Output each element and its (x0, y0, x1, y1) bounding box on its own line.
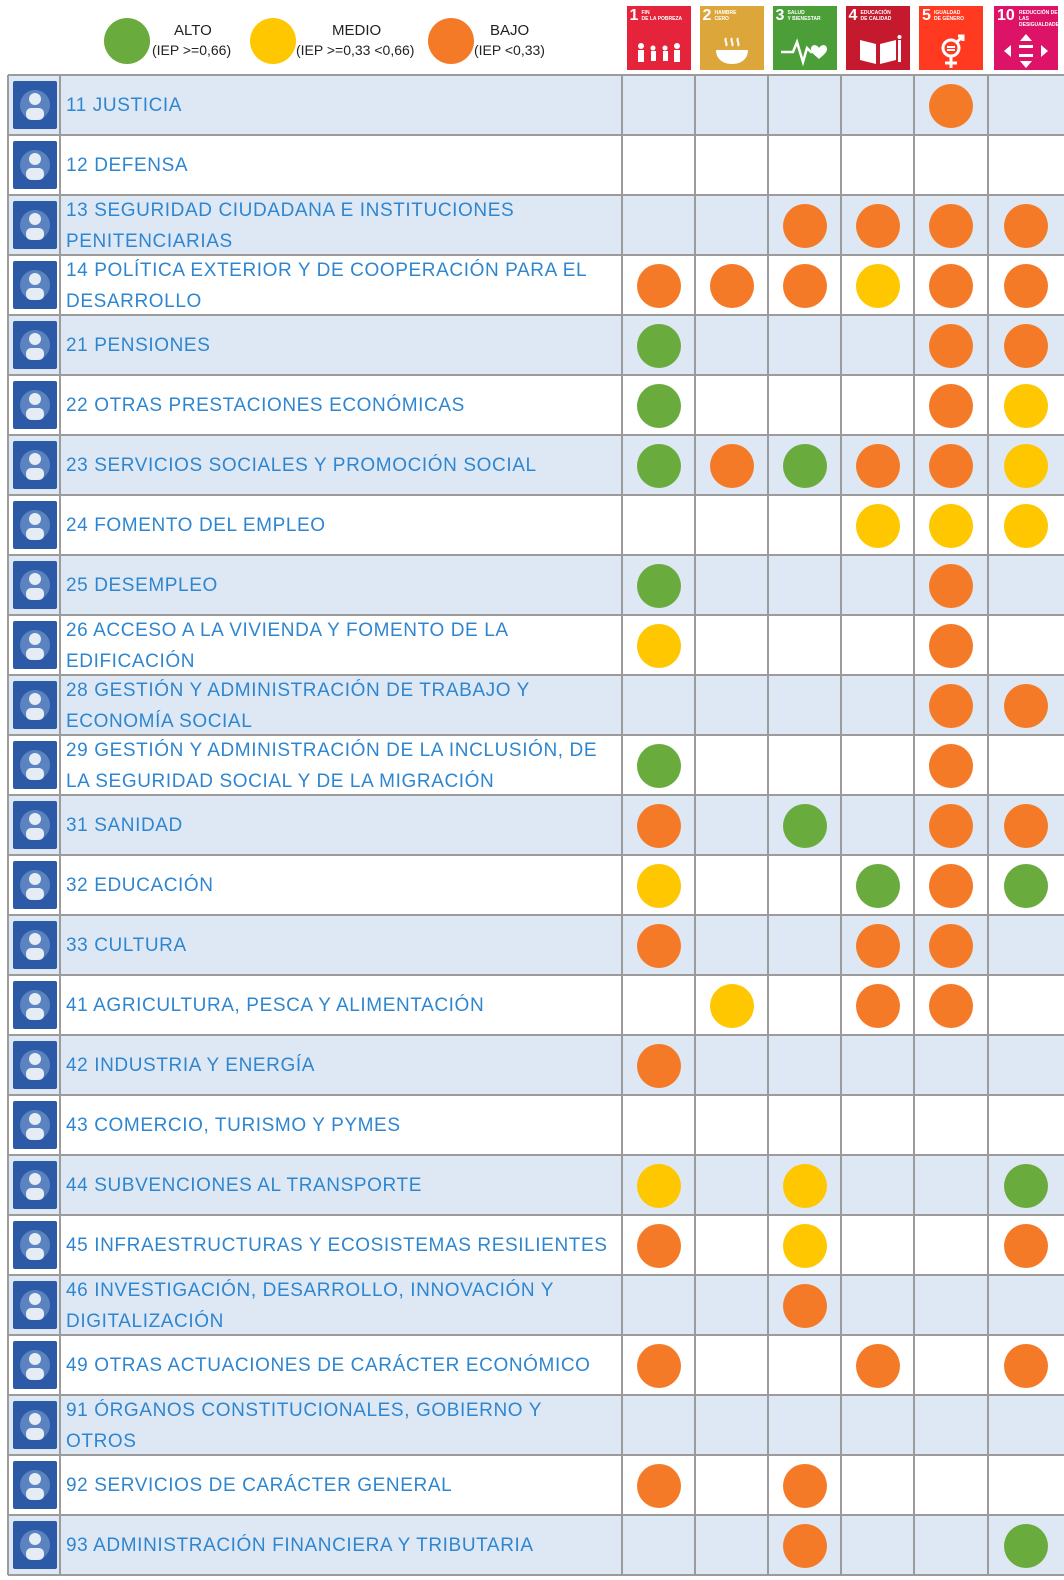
row-label: 32 EDUCACIÓN (66, 875, 214, 896)
row-label: 26 ACCESO A LA VIVIENDA Y FOMENTO DE LA EDIFICACIÓN (66, 619, 508, 672)
rating-dot-alto (1004, 864, 1048, 908)
sdg-number: 3 (775, 7, 785, 24)
grid-line-horizontal (8, 854, 1064, 856)
lightbulb-gear-icon (13, 1281, 57, 1329)
rating-dot-bajo (710, 444, 754, 488)
rating-dot-alto (637, 444, 681, 488)
rating-dot-alto (1004, 1164, 1048, 1208)
rating-dot-medio (856, 504, 900, 548)
rating-dot-bajo (783, 1284, 827, 1328)
grid-line-vertical (621, 75, 623, 1575)
grid-line-horizontal (8, 794, 1064, 796)
legend-label-medio: MEDIO (332, 22, 382, 39)
rating-dot-bajo (856, 444, 900, 488)
table-row (8, 556, 1064, 615)
grid-line-vertical (913, 75, 915, 1575)
rating-dot-medio (783, 1224, 827, 1268)
rating-dot-bajo (929, 744, 973, 788)
grid-line-vertical (7, 75, 9, 1575)
rating-dot-bajo (929, 264, 973, 308)
row-label: 24 FOMENTO DEL EMPLEO (66, 515, 326, 536)
grid-line-vertical (59, 75, 61, 1575)
grid-line-vertical (840, 75, 842, 1575)
row-label: 28 GESTIÓN Y ADMINISTRACIÓN DE TRABAJO Y ECONOMÍA SOCIAL (66, 679, 530, 732)
equality-arrows-icon (994, 32, 1058, 70)
grid-line-horizontal (8, 74, 1064, 76)
graduation-cap-icon (13, 861, 57, 909)
umbrella-family-icon (13, 381, 57, 429)
legend-range-bajo: (IEP <0,33) (474, 42, 545, 58)
row-label: 43 COMERCIO, TURISMO Y PYMES (66, 1115, 401, 1136)
table-row (8, 496, 1064, 555)
row-label: 13 SEGURIDAD CIUDADANA E INSTITUCIONES PENITENCIARIAS (66, 199, 515, 252)
rating-dot-bajo (637, 264, 681, 308)
grid-line-horizontal (8, 134, 1064, 136)
sdg-label: SALUD Y BIENESTAR (787, 10, 821, 22)
bowl-icon (700, 32, 764, 70)
sdg-tile-2 (700, 6, 764, 70)
grid-line-horizontal (8, 1214, 1064, 1216)
rating-dot-bajo (929, 84, 973, 128)
legend-item-alto (104, 18, 244, 64)
building-icon (13, 261, 57, 309)
sdg-label: REDUCCIÓN DE LAS DESIGUALDADES (1019, 10, 1063, 28)
rating-dot-bajo (783, 1524, 827, 1568)
theater-masks-icon (13, 921, 57, 969)
rating-dot-bajo (929, 624, 973, 668)
rating-dot-bajo (783, 1464, 827, 1508)
table-row (8, 1156, 1064, 1215)
grid-line-horizontal (8, 734, 1064, 736)
stars-people-icon (13, 1461, 57, 1509)
rating-dot-bajo (856, 1344, 900, 1388)
row-label: 29 GESTIÓN Y ADMINISTRACIÓN DE LA INCLUSIÓN, DE LA SEGURIDAD SOCIAL Y DE LA MIGRACIÓN (66, 739, 598, 792)
briefcase-icon (13, 561, 57, 609)
grid-line-horizontal (8, 914, 1064, 916)
meeting-icon (13, 501, 57, 549)
row-label: 91 ÓRGANOS CONSTITUCIONALES, GOBIERNO Y OTROS (66, 1399, 542, 1452)
grid-line-horizontal (8, 554, 1064, 556)
rating-dot-bajo (1004, 684, 1048, 728)
rating-dot-bajo (929, 204, 973, 248)
row-label: 92 SERVICIOS DE CARÁCTER GENERAL (66, 1475, 453, 1496)
sdg-label: IGUALDAD DE GÉNERO (934, 10, 965, 22)
grid-line-horizontal (8, 1034, 1064, 1036)
rating-dot-bajo (637, 804, 681, 848)
table-row (8, 256, 1064, 315)
table-row (8, 1096, 1064, 1155)
legend-range-medio: (IEP >=0,33 <0,66) (296, 42, 415, 58)
grid-line-horizontal (8, 674, 1064, 676)
rating-dot-bajo (856, 984, 900, 1028)
rating-dot-bajo (929, 324, 973, 368)
sdg-tile-5 (919, 6, 983, 70)
table-row (8, 916, 1064, 975)
row-label: 44 SUBVENCIONES AL TRANSPORTE (66, 1175, 422, 1196)
table-row (8, 136, 1064, 195)
rating-dot-bajo (1004, 804, 1048, 848)
rating-dot-alto (637, 324, 681, 368)
table-row (8, 1276, 1064, 1335)
cart-icon (13, 1101, 57, 1149)
rating-dot-bajo (1004, 1224, 1048, 1268)
table-row (8, 856, 1064, 915)
rating-dot-bajo (1004, 324, 1048, 368)
row-label: 21 PENSIONES (66, 335, 211, 356)
grid-line-horizontal (8, 1154, 1064, 1156)
sdg-number: 2 (702, 7, 712, 24)
rating-dot-bajo (929, 924, 973, 968)
grid-line-vertical (767, 75, 769, 1575)
legend-item-medio (250, 18, 430, 64)
grid-line-horizontal (8, 614, 1064, 616)
grid-line-horizontal (8, 494, 1064, 496)
police-icon (13, 201, 57, 249)
table-row (8, 376, 1064, 435)
globe-chart-icon (13, 1341, 57, 1389)
table-row (8, 1216, 1064, 1275)
table-row (8, 1036, 1064, 1095)
grid-line-horizontal (8, 1514, 1064, 1516)
row-label: 33 CULTURA (66, 935, 187, 956)
sdg-tile-10 (994, 6, 1063, 70)
rating-dot-medio (1004, 384, 1048, 428)
rating-dot-bajo (929, 984, 973, 1028)
rating-dot-medio (1004, 444, 1048, 488)
row-label: 25 DESEMPLEO (66, 575, 218, 596)
rating-dot-bajo (856, 204, 900, 248)
rating-dot-bajo (710, 264, 754, 308)
rating-dot-bajo (637, 1344, 681, 1388)
row-label: 22 OTRAS PRESTACIONES ECONÓMICAS (66, 395, 465, 416)
sdg-tile-1 (627, 6, 691, 70)
sdg-tile-3 (773, 6, 837, 70)
grid-line-horizontal (8, 194, 1064, 196)
umbrella-icon (13, 321, 57, 369)
grid-line-horizontal (8, 1574, 1064, 1576)
grid-line-horizontal (8, 1094, 1064, 1096)
rating-dot-alto (637, 564, 681, 608)
rating-dot-medio (637, 624, 681, 668)
row-label: 49 OTRAS ACTUACIONES DE CARÁCTER ECONÓMICO (66, 1355, 591, 1376)
sdg-label: HAMBRE CERO (714, 10, 737, 22)
rating-dot-alto (783, 804, 827, 848)
row-label: 93 ADMINISTRACIÓN FINANCIERA Y TRIBUTARIA (66, 1535, 534, 1556)
rating-dot-bajo (1004, 264, 1048, 308)
legend-range-alto: (IEP >=0,66) (152, 42, 232, 58)
scales-icon (13, 81, 57, 129)
rating-dot-bajo (1004, 1344, 1048, 1388)
grid-line-horizontal (8, 1274, 1064, 1276)
money-chart-icon (13, 1521, 57, 1569)
table-row (8, 1336, 1064, 1395)
rating-dot-medio (783, 1164, 827, 1208)
row-label: 23 SERVICIOS SOCIALES Y PROMOCIÓN SOCIAL (66, 455, 537, 476)
plant-icon (13, 981, 57, 1029)
rating-dot-medio (710, 984, 754, 1028)
table-row (8, 796, 1064, 855)
soldier-icon (13, 141, 57, 189)
table-row (8, 76, 1064, 135)
people-icon (13, 681, 57, 729)
rating-dot-alto (637, 384, 681, 428)
row-label: 12 DEFENSA (66, 155, 189, 176)
grid-line-horizontal (8, 974, 1064, 976)
sdg-number: 5 (922, 7, 931, 24)
rating-dot-bajo (783, 204, 827, 248)
hand-person-icon (13, 441, 57, 489)
sdg-number: 10 (997, 7, 1015, 24)
parliament-icon (13, 1401, 57, 1449)
table-row (8, 1456, 1064, 1515)
rating-dot-medio (856, 264, 900, 308)
rating-dot-alto (1004, 1524, 1048, 1568)
row-label: 14 POLÍTICA EXTERIOR Y DE COOPERACIÓN PARA EL DESARROLLO (66, 259, 587, 312)
rating-dot-bajo (856, 924, 900, 968)
grid-line-horizontal (8, 374, 1064, 376)
row-label: 42 INDUSTRIA Y ENERGÍA (66, 1055, 316, 1076)
grid-line-vertical (987, 75, 989, 1575)
globe-road-icon (13, 1221, 57, 1269)
factory-icon (13, 1041, 57, 1089)
sdg-label: FIN DE LA POBREZA (641, 10, 683, 22)
table-row (8, 976, 1064, 1035)
legend-dot-alto (104, 18, 150, 64)
legend-item-bajo (428, 18, 568, 64)
rating-dot-alto (637, 744, 681, 788)
row-label: 31 SANIDAD (66, 815, 183, 836)
legend-label-alto: ALTO (174, 22, 212, 39)
sdg-number: 4 (848, 7, 858, 24)
rating-dot-bajo (637, 1464, 681, 1508)
rating-dot-bajo (929, 684, 973, 728)
rating-dot-bajo (929, 804, 973, 848)
gender-icon (919, 32, 983, 70)
rating-dot-alto (783, 444, 827, 488)
table-row (8, 196, 1064, 255)
rating-dot-bajo (929, 384, 973, 428)
table-row (8, 1516, 1064, 1575)
grid-line-horizontal (8, 1454, 1064, 1456)
medical-cross-icon (13, 801, 57, 849)
row-label: 46 INVESTIGACIÓN, DESARROLLO, INNOVACIÓN Y DIGITALIZACIÓN (66, 1279, 554, 1332)
rating-dot-bajo (637, 924, 681, 968)
rating-dot-bajo (637, 1044, 681, 1088)
rating-dot-bajo (1004, 204, 1048, 248)
book-icon (846, 32, 910, 70)
house-hands-icon (13, 621, 57, 669)
legend-dot-bajo (428, 18, 474, 64)
grid-line-horizontal (8, 254, 1064, 256)
rating-dot-bajo (929, 564, 973, 608)
handshake-icon (13, 741, 57, 789)
grid-line-horizontal (8, 1334, 1064, 1336)
row-label: 45 INFRAESTRUCTURAS Y ECOSISTEMAS RESILIENTES (66, 1235, 608, 1256)
rating-dot-bajo (783, 264, 827, 308)
rating-dot-bajo (929, 444, 973, 488)
row-label: 41 AGRICULTURA, PESCA Y ALIMENTACIÓN (66, 995, 485, 1016)
sdg-tile-4 (846, 6, 910, 70)
grid-line-vertical (694, 75, 696, 1575)
rating-dot-bajo (929, 864, 973, 908)
rating-dot-medio (1004, 504, 1048, 548)
rating-dot-medio (637, 864, 681, 908)
rating-dot-alto (856, 864, 900, 908)
row-label: 11 JUSTICIA (66, 95, 183, 116)
legend-label-bajo: BAJO (490, 22, 530, 39)
sdg-number: 1 (629, 7, 639, 24)
table-row (8, 436, 1064, 495)
sdg-label: EDUCACIÓN DE CALIDAD (860, 10, 892, 22)
legend-dot-medio (250, 18, 296, 64)
table-row (8, 736, 1064, 795)
table-row (8, 1396, 1064, 1455)
grid-line-horizontal (8, 314, 1064, 316)
heartbeat-icon (773, 32, 837, 70)
grid-line-horizontal (8, 1394, 1064, 1396)
grid-line-horizontal (8, 434, 1064, 436)
table-row (8, 616, 1064, 675)
table-row (8, 316, 1064, 375)
table-row (8, 676, 1064, 735)
rating-dot-bajo (637, 1224, 681, 1268)
family-icon (627, 32, 691, 70)
bus-icon (13, 1161, 57, 1209)
rating-dot-medio (637, 1164, 681, 1208)
rating-dot-medio (929, 504, 973, 548)
